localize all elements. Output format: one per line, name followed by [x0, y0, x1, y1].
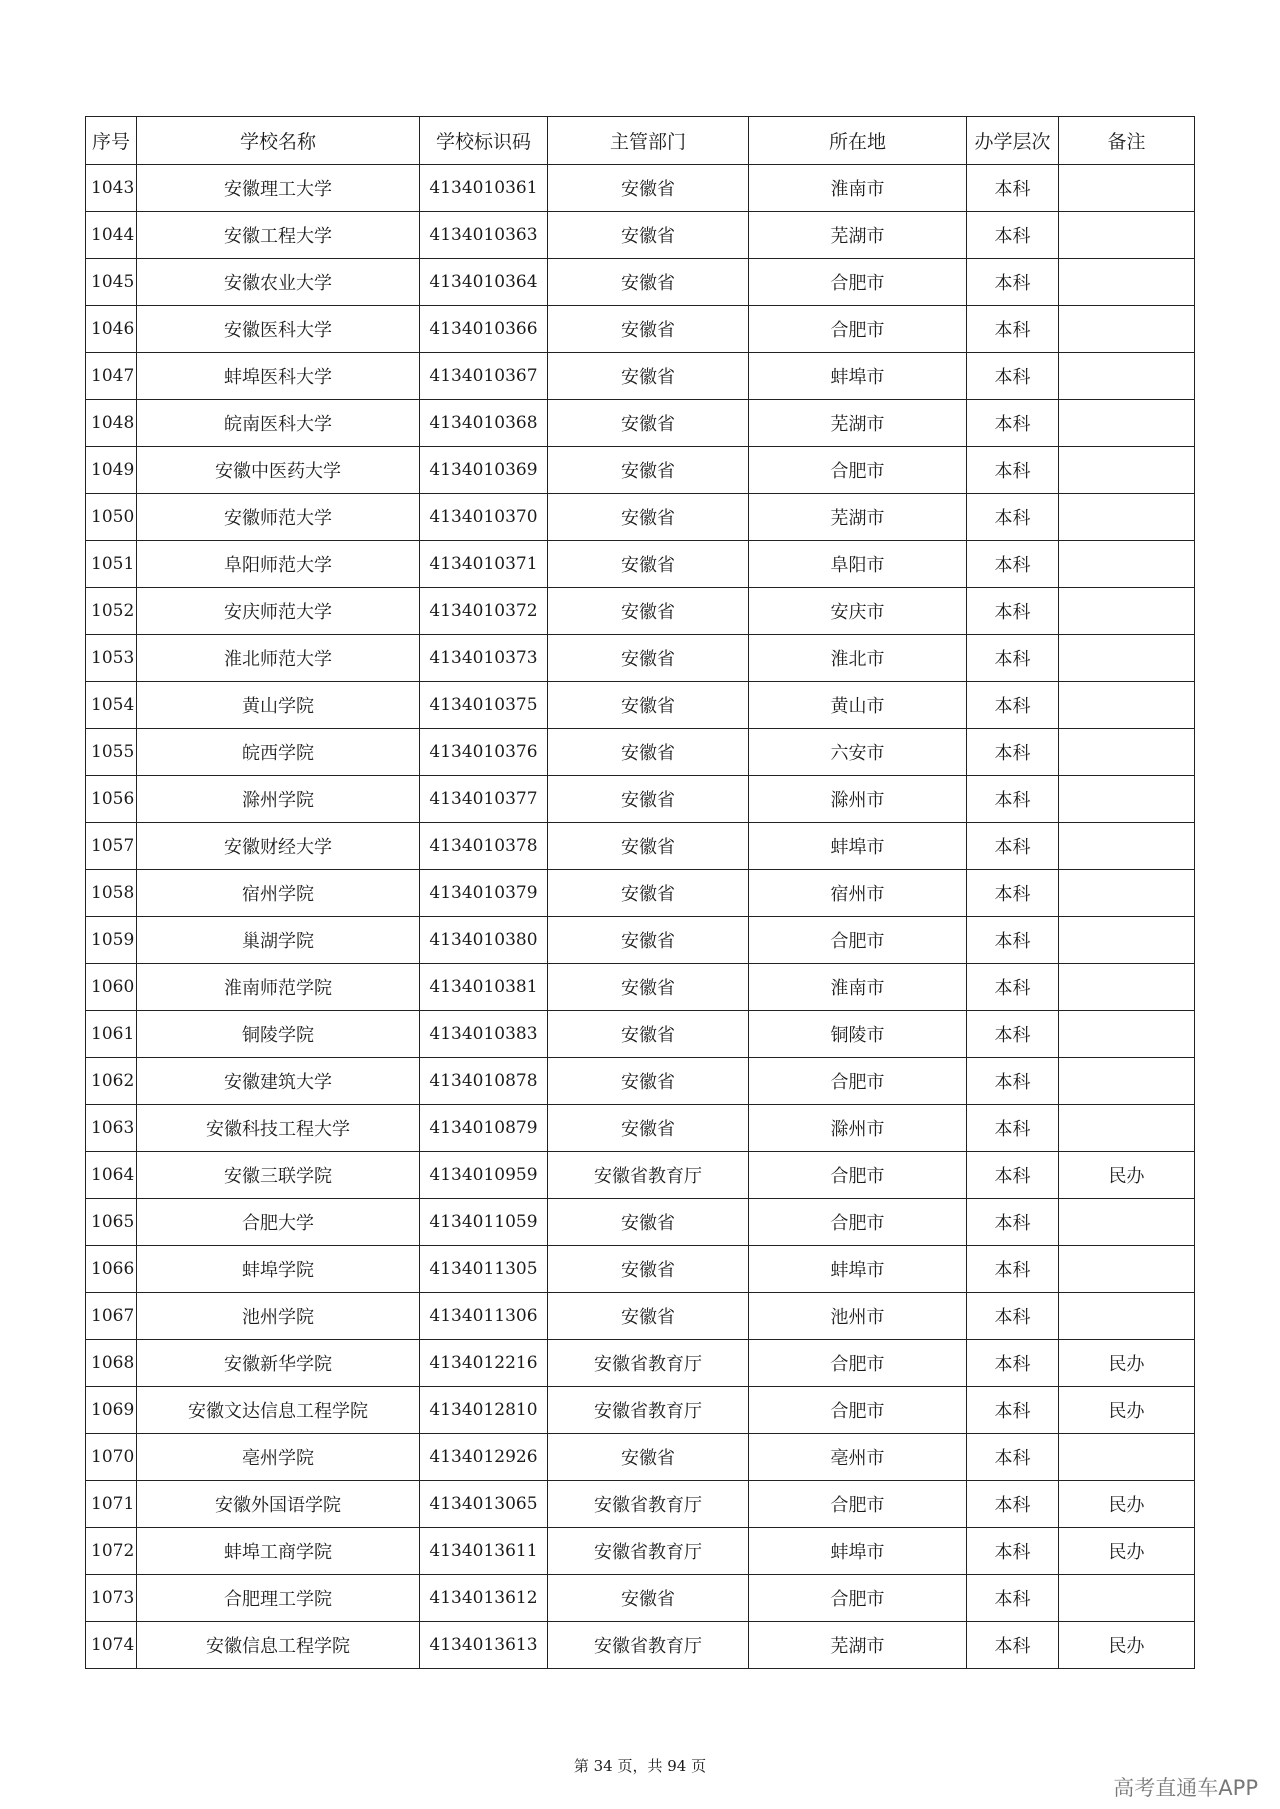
- cell-remark: [1059, 776, 1195, 823]
- cell-school-name: 安庆师范大学: [137, 588, 420, 635]
- cell-remark: [1059, 494, 1195, 541]
- cell-location: 淮北市: [749, 635, 967, 682]
- cell-location: 淮南市: [749, 964, 967, 1011]
- cell-remark: [1059, 212, 1195, 259]
- cell-school-name: 淮北师范大学: [137, 635, 420, 682]
- cell-level: 本科: [967, 1058, 1059, 1105]
- table-row: [86, 1058, 1195, 1105]
- cell-seq: 1044: [86, 212, 137, 259]
- cell-school-code: 4134010376: [420, 729, 548, 776]
- cell-remark: [1059, 917, 1195, 964]
- table-row: [86, 353, 1195, 400]
- cell-school-code: 4134010378: [420, 823, 548, 870]
- cell-seq: 1063: [86, 1105, 137, 1152]
- cell-location: 六安市: [749, 729, 967, 776]
- cell-department: 安徽省: [548, 212, 749, 259]
- cell-location: 芜湖市: [749, 212, 967, 259]
- cell-location: 滁州市: [749, 1105, 967, 1152]
- cell-department: 安徽省: [548, 1293, 749, 1340]
- cell-level: 本科: [967, 1105, 1059, 1152]
- cell-remark: [1059, 353, 1195, 400]
- cell-location: 合肥市: [749, 1340, 967, 1387]
- cell-school-code: 4134010367: [420, 353, 548, 400]
- cell-level: 本科: [967, 1246, 1059, 1293]
- cell-level: 本科: [967, 917, 1059, 964]
- cell-level: 本科: [967, 1622, 1059, 1669]
- cell-location: 池州市: [749, 1293, 967, 1340]
- cell-school-code: 4134012926: [420, 1434, 548, 1481]
- header-school-code: 学校标识码: [420, 117, 548, 165]
- cell-department: 安徽省: [548, 1105, 749, 1152]
- table-row: [86, 1528, 1195, 1575]
- cell-level: 本科: [967, 682, 1059, 729]
- table-row: [86, 541, 1195, 588]
- cell-seq: 1047: [86, 353, 137, 400]
- cell-location: 合肥市: [749, 1058, 967, 1105]
- cell-remark: [1059, 1058, 1195, 1105]
- cell-school-name: 安徽师范大学: [137, 494, 420, 541]
- cell-department: 安徽省教育厅: [548, 1152, 749, 1199]
- cell-school-name: 巢湖学院: [137, 917, 420, 964]
- cell-location: 蚌埠市: [749, 1246, 967, 1293]
- cell-school-code: 4134010959: [420, 1152, 548, 1199]
- cell-school-code: 4134013612: [420, 1575, 548, 1622]
- cell-level: 本科: [967, 870, 1059, 917]
- cell-department: 安徽省: [548, 306, 749, 353]
- cell-seq: 1065: [86, 1199, 137, 1246]
- cell-seq: 1048: [86, 400, 137, 447]
- cell-location: 芜湖市: [749, 400, 967, 447]
- cell-location: 淮南市: [749, 165, 967, 212]
- cell-department: 安徽省: [548, 541, 749, 588]
- cell-school-code: 4134012216: [420, 1340, 548, 1387]
- cell-department: 安徽省教育厅: [548, 1340, 749, 1387]
- cell-location: 合肥市: [749, 1575, 967, 1622]
- cell-seq: 1066: [86, 1246, 137, 1293]
- table-row: [86, 917, 1195, 964]
- header-location: 所在地: [749, 117, 967, 165]
- cell-school-name: 铜陵学院: [137, 1011, 420, 1058]
- cell-remark: 民办: [1059, 1481, 1195, 1528]
- table-row: [86, 682, 1195, 729]
- cell-school-name: 池州学院: [137, 1293, 420, 1340]
- cell-seq: 1052: [86, 588, 137, 635]
- cell-location: 铜陵市: [749, 1011, 967, 1058]
- cell-remark: [1059, 541, 1195, 588]
- cell-location: 合肥市: [749, 447, 967, 494]
- cell-department: 安徽省: [548, 635, 749, 682]
- cell-school-code: 4134010381: [420, 964, 548, 1011]
- table-row: [86, 1105, 1195, 1152]
- cell-school-code: 4134010373: [420, 635, 548, 682]
- cell-level: 本科: [967, 1152, 1059, 1199]
- cell-location: 合肥市: [749, 259, 967, 306]
- cell-location: 芜湖市: [749, 494, 967, 541]
- table-row: [86, 259, 1195, 306]
- cell-seq: 1056: [86, 776, 137, 823]
- cell-level: 本科: [967, 1481, 1059, 1528]
- header-department: 主管部门: [548, 117, 749, 165]
- cell-school-name: 阜阳师范大学: [137, 541, 420, 588]
- cell-seq: 1068: [86, 1340, 137, 1387]
- table-row: [86, 823, 1195, 870]
- cell-school-name: 安徽文达信息工程学院: [137, 1387, 420, 1434]
- cell-location: 宿州市: [749, 870, 967, 917]
- cell-level: 本科: [967, 447, 1059, 494]
- cell-remark: [1059, 1575, 1195, 1622]
- cell-location: 蚌埠市: [749, 353, 967, 400]
- cell-school-name: 合肥大学: [137, 1199, 420, 1246]
- cell-level: 本科: [967, 400, 1059, 447]
- cell-seq: 1064: [86, 1152, 137, 1199]
- header-remark: 备注: [1059, 117, 1195, 165]
- cell-remark: [1059, 1105, 1195, 1152]
- cell-school-code: 4134011305: [420, 1246, 548, 1293]
- cell-school-name: 滁州学院: [137, 776, 420, 823]
- cell-seq: 1062: [86, 1058, 137, 1105]
- cell-seq: 1043: [86, 165, 137, 212]
- cell-department: 安徽省教育厅: [548, 1387, 749, 1434]
- table-row: [86, 165, 1195, 212]
- cell-school-name: 蚌埠医科大学: [137, 353, 420, 400]
- cell-seq: 1057: [86, 823, 137, 870]
- cell-remark: 民办: [1059, 1528, 1195, 1575]
- cell-seq: 1046: [86, 306, 137, 353]
- cell-remark: [1059, 870, 1195, 917]
- cell-school-code: 4134013611: [420, 1528, 548, 1575]
- cell-school-name: 安徽理工大学: [137, 165, 420, 212]
- cell-level: 本科: [967, 964, 1059, 1011]
- cell-school-code: 4134010361: [420, 165, 548, 212]
- cell-remark: 民办: [1059, 1152, 1195, 1199]
- cell-location: 阜阳市: [749, 541, 967, 588]
- cell-department: 安徽省: [548, 729, 749, 776]
- cell-school-name: 安徽医科大学: [137, 306, 420, 353]
- table-row: [86, 635, 1195, 682]
- cell-school-code: 4134013613: [420, 1622, 548, 1669]
- cell-location: 黄山市: [749, 682, 967, 729]
- cell-seq: 1069: [86, 1387, 137, 1434]
- page-footer: 第 34 页，共 94 页: [573, 1757, 707, 1775]
- cell-level: 本科: [967, 635, 1059, 682]
- cell-remark: [1059, 964, 1195, 1011]
- cell-level: 本科: [967, 1293, 1059, 1340]
- cell-school-name: 安徽外国语学院: [137, 1481, 420, 1528]
- cell-department: 安徽省教育厅: [548, 1622, 749, 1669]
- cell-location: 合肥市: [749, 1152, 967, 1199]
- cell-remark: 民办: [1059, 1622, 1195, 1669]
- table-row: [86, 776, 1195, 823]
- cell-school-code: 4134010363: [420, 212, 548, 259]
- cell-level: 本科: [967, 494, 1059, 541]
- cell-school-code: 4134013065: [420, 1481, 548, 1528]
- cell-seq: 1060: [86, 964, 137, 1011]
- cell-school-name: 安徽财经大学: [137, 823, 420, 870]
- cell-seq: 1059: [86, 917, 137, 964]
- cell-department: 安徽省: [548, 823, 749, 870]
- table-row: [86, 1387, 1195, 1434]
- table-row: [86, 494, 1195, 541]
- cell-department: 安徽省: [548, 776, 749, 823]
- cell-remark: [1059, 729, 1195, 776]
- cell-school-code: 4134010366: [420, 306, 548, 353]
- cell-school-name: 安徽农业大学: [137, 259, 420, 306]
- cell-school-name: 安徽中医药大学: [137, 447, 420, 494]
- cell-seq: 1071: [86, 1481, 137, 1528]
- cell-remark: [1059, 306, 1195, 353]
- cell-location: 合肥市: [749, 1387, 967, 1434]
- cell-department: 安徽省: [548, 1011, 749, 1058]
- cell-department: 安徽省: [548, 917, 749, 964]
- cell-school-code: 4134010371: [420, 541, 548, 588]
- header-level: 办学层次: [967, 117, 1059, 165]
- cell-department: 安徽省: [548, 1575, 749, 1622]
- cell-location: 合肥市: [749, 1481, 967, 1528]
- cell-location: 合肥市: [749, 917, 967, 964]
- cell-seq: 1072: [86, 1528, 137, 1575]
- cell-school-code: 4134010379: [420, 870, 548, 917]
- cell-level: 本科: [967, 1387, 1059, 1434]
- table-row: [86, 1199, 1195, 1246]
- cell-school-name: 安徽新华学院: [137, 1340, 420, 1387]
- cell-location: 滁州市: [749, 776, 967, 823]
- cell-remark: [1059, 682, 1195, 729]
- cell-department: 安徽省: [548, 1199, 749, 1246]
- cell-remark: [1059, 1246, 1195, 1293]
- cell-remark: [1059, 635, 1195, 682]
- cell-remark: [1059, 1434, 1195, 1481]
- cell-department: 安徽省: [548, 447, 749, 494]
- watermark: 高考直通车APP: [1113, 1776, 1258, 1800]
- cell-seq: 1073: [86, 1575, 137, 1622]
- cell-department: 安徽省: [548, 964, 749, 1011]
- cell-level: 本科: [967, 306, 1059, 353]
- cell-department: 安徽省: [548, 165, 749, 212]
- cell-school-name: 蚌埠工商学院: [137, 1528, 420, 1575]
- cell-level: 本科: [967, 776, 1059, 823]
- cell-remark: [1059, 823, 1195, 870]
- cell-school-name: 淮南师范学院: [137, 964, 420, 1011]
- header-school-name: 学校名称: [137, 117, 420, 165]
- table-row: [86, 1575, 1195, 1622]
- cell-school-name: 安徽三联学院: [137, 1152, 420, 1199]
- cell-seq: 1061: [86, 1011, 137, 1058]
- cell-location: 亳州市: [749, 1434, 967, 1481]
- cell-school-code: 4134011059: [420, 1199, 548, 1246]
- cell-level: 本科: [967, 588, 1059, 635]
- cell-department: 安徽省: [548, 259, 749, 306]
- cell-school-name: 安徽工程大学: [137, 212, 420, 259]
- cell-level: 本科: [967, 541, 1059, 588]
- cell-remark: [1059, 588, 1195, 635]
- cell-department: 安徽省教育厅: [548, 1481, 749, 1528]
- cell-level: 本科: [967, 823, 1059, 870]
- table-row: [86, 588, 1195, 635]
- cell-remark: 民办: [1059, 1387, 1195, 1434]
- table-row: [86, 1293, 1195, 1340]
- cell-school-name: 安徽信息工程学院: [137, 1622, 420, 1669]
- cell-remark: [1059, 165, 1195, 212]
- cell-department: 安徽省教育厅: [548, 1528, 749, 1575]
- cell-school-code: 4134010377: [420, 776, 548, 823]
- table-row: [86, 400, 1195, 447]
- cell-seq: 1050: [86, 494, 137, 541]
- cell-level: 本科: [967, 212, 1059, 259]
- cell-school-code: 4134010375: [420, 682, 548, 729]
- cell-department: 安徽省: [548, 1434, 749, 1481]
- table-row: [86, 1622, 1195, 1669]
- table-row: [86, 212, 1195, 259]
- cell-remark: 民办: [1059, 1340, 1195, 1387]
- cell-department: 安徽省: [548, 353, 749, 400]
- cell-location: 蚌埠市: [749, 823, 967, 870]
- cell-seq: 1067: [86, 1293, 137, 1340]
- table-row: [86, 1340, 1195, 1387]
- table-row: [86, 964, 1195, 1011]
- table-row: [86, 1011, 1195, 1058]
- table-row: [86, 1481, 1195, 1528]
- table-row: [86, 1246, 1195, 1293]
- cell-level: 本科: [967, 353, 1059, 400]
- cell-school-name: 宿州学院: [137, 870, 420, 917]
- header-seq: 序号: [86, 117, 137, 165]
- cell-remark: [1059, 1199, 1195, 1246]
- table-row: [86, 447, 1195, 494]
- table-row: [86, 729, 1195, 776]
- cell-department: 安徽省: [548, 682, 749, 729]
- cell-school-name: 安徽科技工程大学: [137, 1105, 420, 1152]
- cell-seq: 1055: [86, 729, 137, 776]
- cell-level: 本科: [967, 1575, 1059, 1622]
- cell-level: 本科: [967, 165, 1059, 212]
- cell-school-code: 4134010369: [420, 447, 548, 494]
- table-row: [86, 1152, 1195, 1199]
- cell-level: 本科: [967, 1340, 1059, 1387]
- table-header-row: [86, 117, 1195, 165]
- table-row: [86, 1434, 1195, 1481]
- cell-school-name: 蚌埠学院: [137, 1246, 420, 1293]
- cell-school-code: 4134010383: [420, 1011, 548, 1058]
- cell-department: 安徽省: [548, 1058, 749, 1105]
- cell-remark: [1059, 1293, 1195, 1340]
- cell-seq: 1058: [86, 870, 137, 917]
- cell-location: 蚌埠市: [749, 1528, 967, 1575]
- cell-school-name: 黄山学院: [137, 682, 420, 729]
- cell-school-code: 4134012810: [420, 1387, 548, 1434]
- cell-school-code: 4134010370: [420, 494, 548, 541]
- cell-school-code: 4134010879: [420, 1105, 548, 1152]
- cell-seq: 1053: [86, 635, 137, 682]
- cell-department: 安徽省: [548, 1246, 749, 1293]
- cell-seq: 1049: [86, 447, 137, 494]
- cell-remark: [1059, 447, 1195, 494]
- cell-school-name: 皖南医科大学: [137, 400, 420, 447]
- cell-seq: 1054: [86, 682, 137, 729]
- cell-school-name: 合肥理工学院: [137, 1575, 420, 1622]
- cell-remark: [1059, 259, 1195, 306]
- cell-department: 安徽省: [548, 494, 749, 541]
- cell-school-name: 皖西学院: [137, 729, 420, 776]
- cell-location: 安庆市: [749, 588, 967, 635]
- cell-level: 本科: [967, 729, 1059, 776]
- cell-location: 合肥市: [749, 1199, 967, 1246]
- cell-location: 芜湖市: [749, 1622, 967, 1669]
- cell-level: 本科: [967, 1199, 1059, 1246]
- table-row: [86, 306, 1195, 353]
- cell-school-name: 安徽建筑大学: [137, 1058, 420, 1105]
- cell-school-code: 4134010372: [420, 588, 548, 635]
- cell-location: 合肥市: [749, 306, 967, 353]
- cell-seq: 1070: [86, 1434, 137, 1481]
- cell-school-code: 4134010380: [420, 917, 548, 964]
- cell-seq: 1045: [86, 259, 137, 306]
- cell-department: 安徽省: [548, 870, 749, 917]
- cell-level: 本科: [967, 1528, 1059, 1575]
- cell-level: 本科: [967, 1434, 1059, 1481]
- cell-remark: [1059, 400, 1195, 447]
- cell-school-code: 4134010878: [420, 1058, 548, 1105]
- cell-level: 本科: [967, 1011, 1059, 1058]
- cell-seq: 1051: [86, 541, 137, 588]
- cell-department: 安徽省: [548, 400, 749, 447]
- cell-remark: [1059, 1011, 1195, 1058]
- school-list-table: [85, 116, 1195, 1669]
- cell-seq: 1074: [86, 1622, 137, 1669]
- cell-school-code: 4134010364: [420, 259, 548, 306]
- table-row: [86, 870, 1195, 917]
- cell-level: 本科: [967, 259, 1059, 306]
- cell-school-code: 4134010368: [420, 400, 548, 447]
- cell-school-name: 亳州学院: [137, 1434, 420, 1481]
- cell-department: 安徽省: [548, 588, 749, 635]
- cell-school-code: 4134011306: [420, 1293, 548, 1340]
